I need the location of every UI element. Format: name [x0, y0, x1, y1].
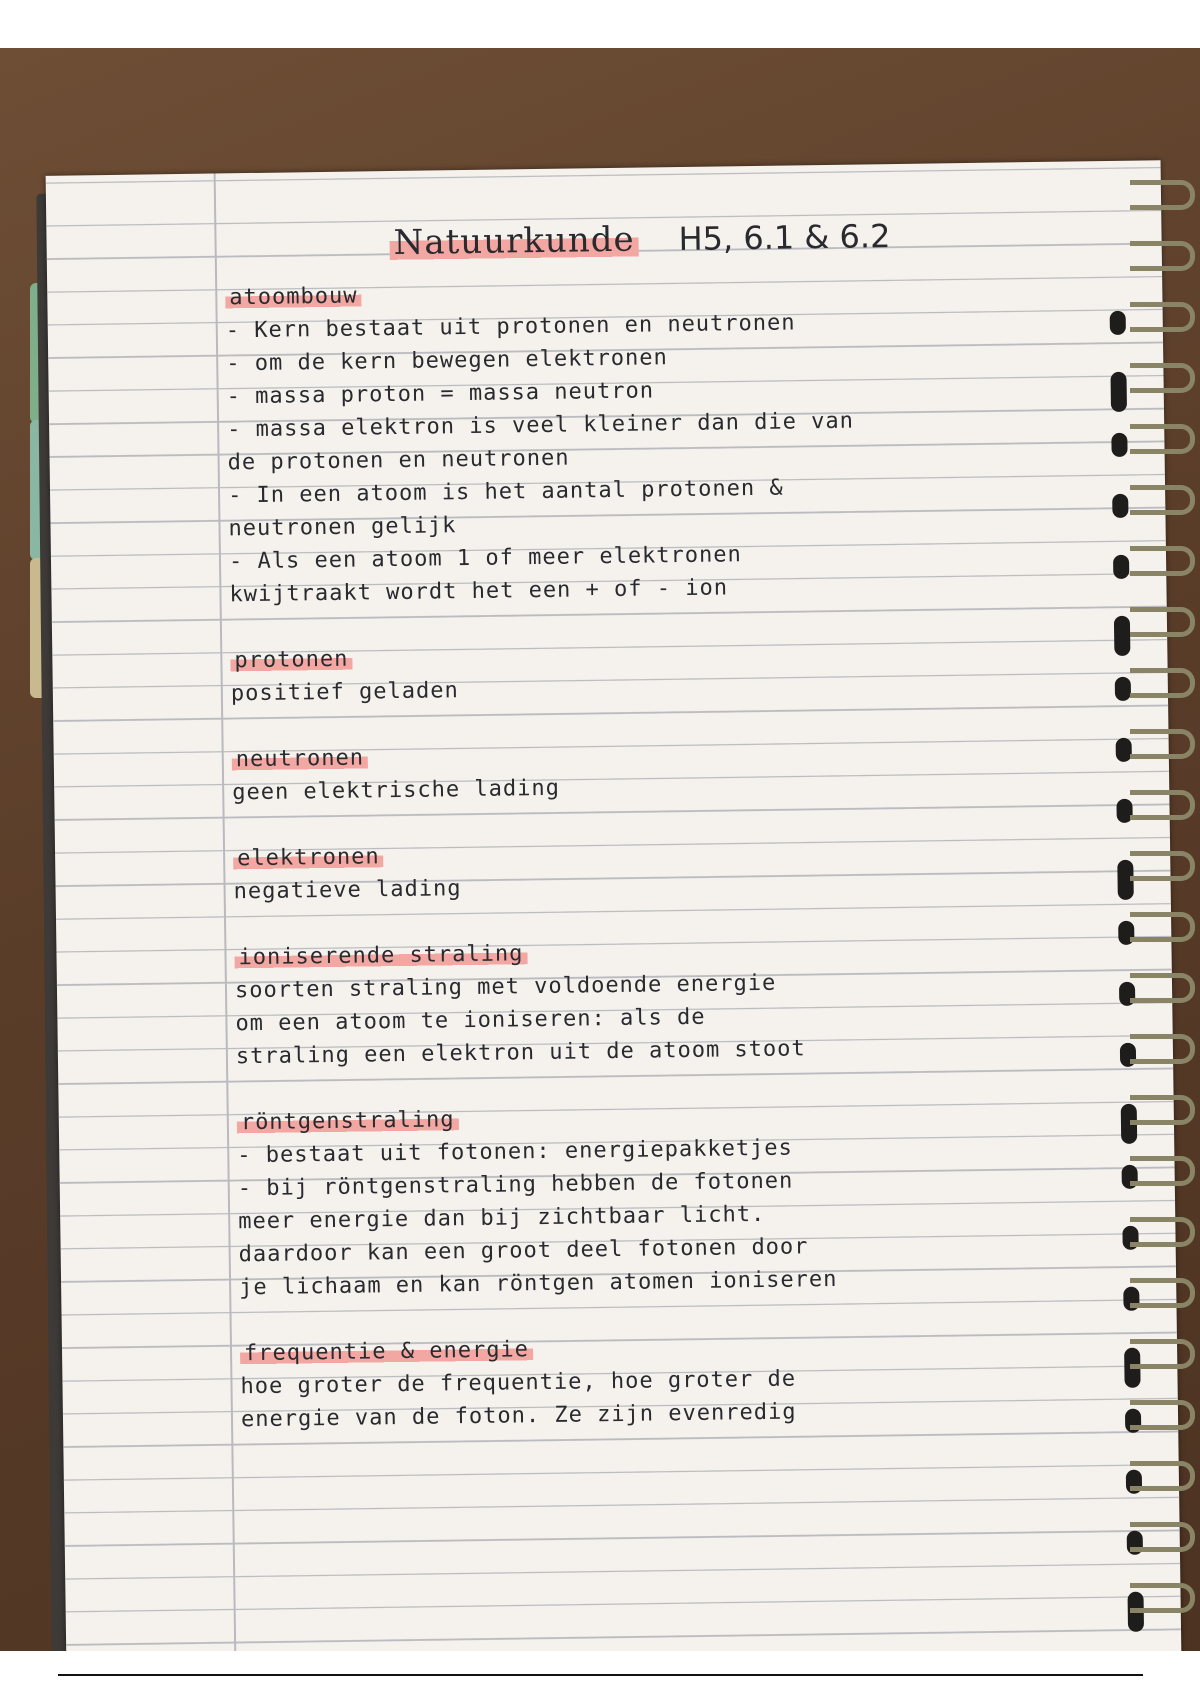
spiral-coil [1130, 668, 1195, 698]
heading-text: röntgenstraling [237, 1107, 459, 1135]
note-section [240, 1325, 1101, 1436]
note-line: hoe groter de frequentie, hoe groter de [240, 1366, 797, 1400]
spiral-coil [1130, 1522, 1195, 1552]
note-line: - bestaat uit fotonen: energiepakketjes [237, 1135, 794, 1169]
note-line: soorten straling met voldoende energie [234, 970, 777, 1004]
note-section [234, 929, 1096, 1106]
note-line: negatieve lading [233, 876, 462, 905]
spiral-coil [1130, 180, 1195, 210]
punch-hole [1113, 555, 1129, 579]
chapter-reference: H5, 6.1 & 6.2 [678, 217, 891, 259]
spiral-coil [1130, 729, 1195, 759]
spiral-coil [1130, 1461, 1195, 1491]
bottom-divider [58, 1674, 1143, 1676]
heading-text: ioniserende straling [234, 941, 527, 970]
punch-hole [1115, 677, 1131, 701]
punch-hole [1111, 433, 1127, 457]
note-line: - In een atoom is het aantal protonen & [227, 475, 784, 509]
handwritten-notes [224, 203, 1101, 1436]
notebook-page [46, 160, 1182, 1651]
note-line: je lichaam en kan röntgen atomen ioniseren [238, 1266, 838, 1301]
spiral-coil [1130, 1156, 1195, 1186]
spiral-coil [1130, 1583, 1195, 1613]
spiral-coil [1130, 1400, 1195, 1430]
spiral-coil [1130, 1339, 1195, 1369]
note-section [233, 830, 1094, 941]
note-line: - om de kern bewegen elektronen [226, 345, 669, 377]
note-line: - Kern bestaat uit protonen en neutronen [225, 310, 796, 344]
note-line: de protonen en neutronen [227, 445, 570, 476]
note-section [225, 269, 1090, 644]
page-title [224, 203, 1085, 281]
note-line: straling een elektron uit de atoom stoot [235, 1036, 806, 1070]
spiral-coil [1130, 851, 1195, 881]
spiral-coil [1130, 241, 1195, 271]
spiral-coil [1130, 546, 1195, 576]
punch-hole [1110, 311, 1126, 335]
note-line: positief geladen [230, 678, 459, 707]
notebook-photo [0, 48, 1200, 1651]
title-text: Natuurkunde [389, 220, 639, 263]
note-line: - Als een atoom 1 of meer elektronen [228, 542, 742, 575]
spiral-coil [1130, 302, 1195, 332]
spiral-coil [1130, 973, 1195, 1003]
note-line: neutronen gelijk [228, 513, 457, 542]
note-line: - massa proton = massa neutron [226, 378, 655, 410]
heading-text: frequentie & energie [240, 1337, 533, 1366]
spiral-coil [1130, 1095, 1195, 1125]
note-section [230, 632, 1091, 743]
punch-hole [1110, 372, 1127, 412]
spiral-coil [1130, 607, 1195, 637]
note-line: energie van de foton. Ze zijn evenredig [240, 1399, 797, 1433]
note-line: daardoor kan een groot deel fotonen door [238, 1234, 809, 1268]
note-line: geen elektrische lading [232, 775, 561, 806]
spiral-coil [1130, 1217, 1195, 1247]
heading-text: protonen [230, 647, 352, 674]
punch-hole [1114, 616, 1131, 656]
spiral-coil [1130, 1278, 1195, 1308]
spiral-coil [1130, 912, 1195, 942]
heading-text: elektronen [233, 844, 384, 871]
spiral-coil [1130, 424, 1195, 454]
note-line: om een atoom te ioniseren: als de [235, 1004, 706, 1037]
note-section [232, 731, 1093, 842]
spiral-coil [1130, 363, 1195, 393]
heading-text: neutronen [232, 745, 369, 772]
spiral-coil [1130, 485, 1195, 515]
note-line: - bij röntgenstraling hebben de fotonen [237, 1168, 794, 1202]
heading-text: atoombouw [225, 283, 362, 310]
note-line: - massa elektron is veel kleiner dan die van [227, 408, 855, 443]
punch-hole [1112, 494, 1128, 518]
spiral-coil [1130, 790, 1195, 820]
note-section [237, 1094, 1100, 1337]
note-line: meer energie dan bij zichtbaar licht. [238, 1201, 766, 1235]
note-line: kwijtraakt wordt het een + of - ion [229, 575, 729, 608]
spiral-coil [1130, 1034, 1195, 1064]
